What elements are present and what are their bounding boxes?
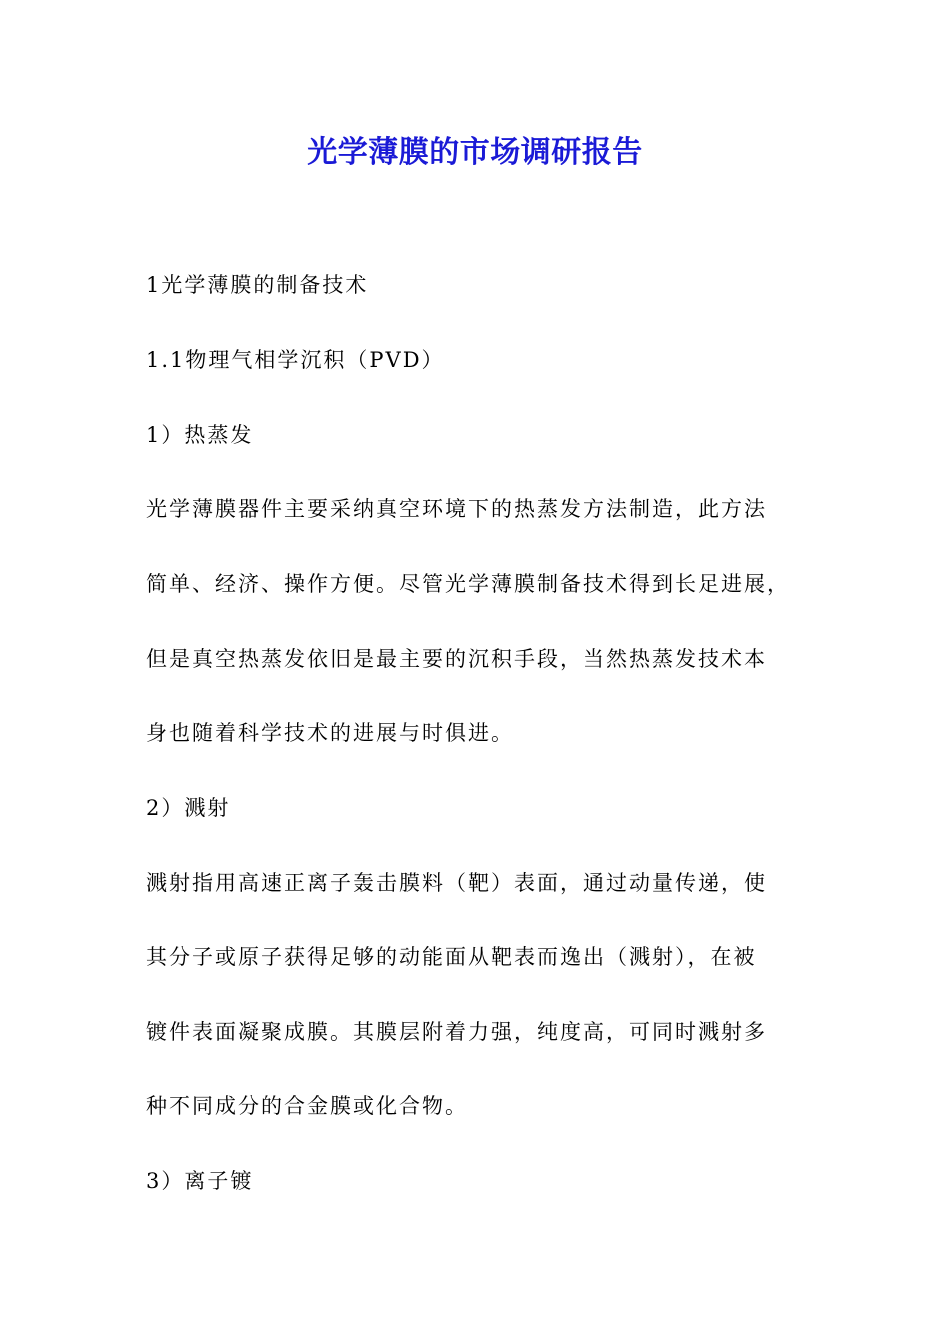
paragraph-line: 但是真空热蒸发依旧是最主要的沉积手段，当然热蒸发技术本 — [146, 647, 767, 671]
paragraph-line: 光学薄膜器件主要采纳真空环境下的热蒸发方法制造，此方法 — [146, 497, 767, 521]
subheading-ion-plating: 3）离子镀 — [146, 1169, 254, 1193]
paragraph-line: 种不同成分的合金膜或化合物。 — [146, 1094, 468, 1118]
document-title: 光学薄膜的市场调研报告 — [307, 135, 643, 170]
paragraph-line: 简单、经济、操作方便。尽管光学薄膜制备技术得到长足进展， — [146, 572, 790, 596]
subheading-thermal-evaporation: 1）热蒸发 — [146, 423, 254, 447]
heading-1: 1光学薄膜的制备技术 — [146, 273, 369, 297]
subheading-sputtering: 2）溅射 — [146, 796, 231, 820]
paragraph-line: 镀件表面凝聚成膜。其膜层附着力强，纯度高，可同时溅射多 — [146, 1020, 767, 1044]
paragraph-line: 身也随着科学技术的进展与时俱进。 — [146, 721, 514, 745]
paragraph-line: 其分子或原子获得足够的动能面从靶表而逸出（溅射），在被 — [146, 945, 757, 969]
heading-1-1: 1.1物理气相学沉积（PVD） — [146, 348, 445, 372]
paragraph-line: 溅射指用高速正离子轰击膜料（靶）表面，通过动量传递，使 — [146, 871, 767, 895]
